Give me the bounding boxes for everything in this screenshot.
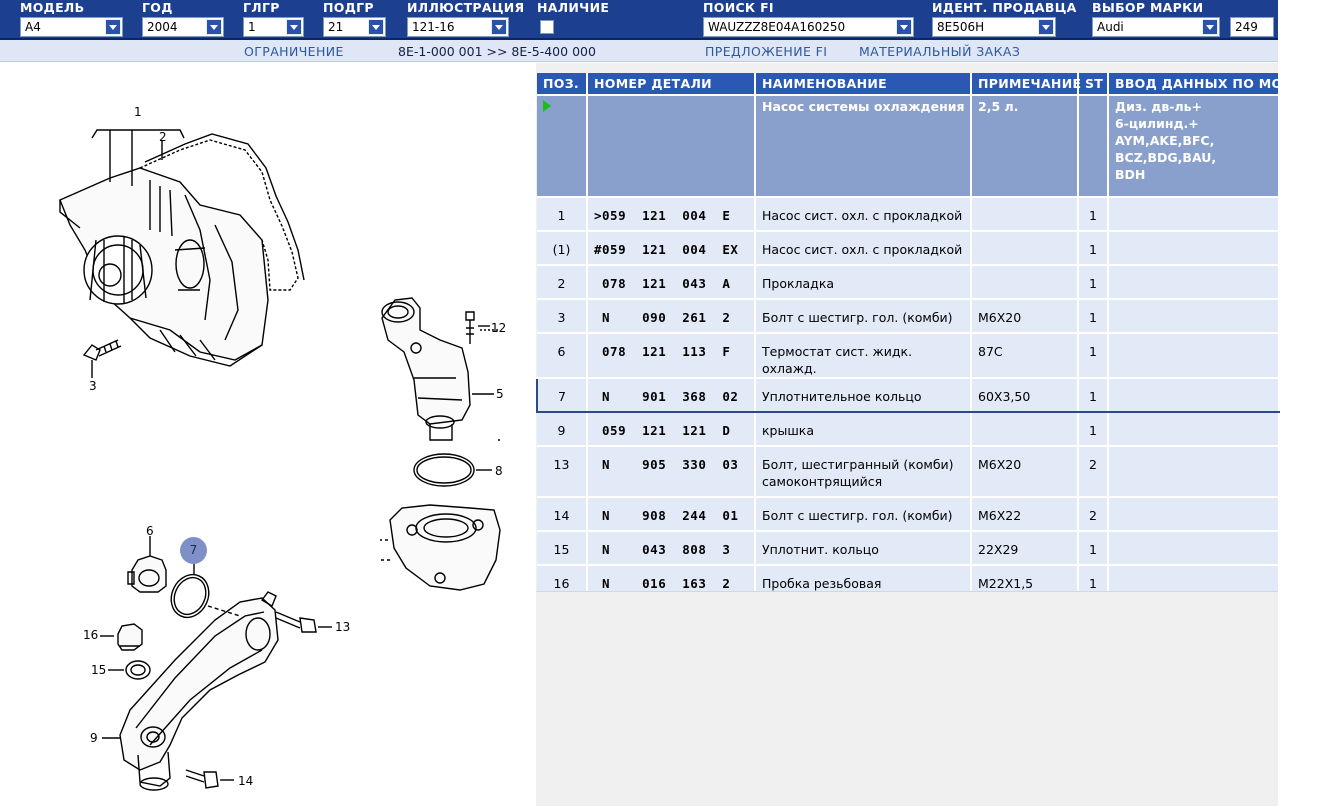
- sub-group-value: 21: [328, 20, 344, 34]
- callout-9[interactable]: 9: [90, 731, 98, 745]
- row-name: Пробка резьбовая: [755, 565, 971, 599]
- table-row[interactable]: [537, 265, 1279, 299]
- row-data-entry: [1108, 265, 1279, 299]
- callout-13[interactable]: 13: [335, 620, 351, 634]
- row-data-entry: [1108, 446, 1279, 497]
- row-note: [971, 265, 1078, 299]
- table-row[interactable]: [537, 497, 1279, 531]
- cover-9-drawing: [102, 592, 278, 790]
- col-header-st[interactable]: ST: [1078, 73, 1108, 95]
- row-pos: 15: [537, 531, 587, 565]
- row-data-entry: [1108, 231, 1279, 265]
- group-data-line: BCZ,BDG,BAU,: [1115, 150, 1217, 165]
- row-data-entry: [1108, 197, 1279, 231]
- col-header-name[interactable]: НАИМЕНОВАНИЕ: [755, 73, 971, 95]
- illustration-value: 121-16: [412, 20, 455, 34]
- col-header-part-number[interactable]: НОМЕР ДЕТАЛИ: [587, 73, 755, 95]
- row-pos: 9: [537, 412, 587, 446]
- table-row[interactable]: [537, 333, 1279, 378]
- search-fi-label: ПОИСК FI: [703, 0, 774, 15]
- row-data-entry: [1108, 412, 1279, 446]
- material-order-link[interactable]: МАТЕРИАЛЬНЫЙ ЗАКАЗ: [859, 44, 1021, 59]
- row-st: 2: [1078, 497, 1108, 531]
- group-data-line: AYM,AKE,BFC,: [1115, 133, 1215, 148]
- seller-id-value: 8E506H: [937, 20, 985, 34]
- table-row[interactable]: [537, 531, 1279, 565]
- group-data-line: BDH: [1115, 167, 1146, 182]
- group-marker-cell: [537, 95, 587, 197]
- sub-group-label: ПОДГР: [323, 0, 374, 15]
- row-pos: 3: [537, 299, 587, 333]
- row-part-number: 059 121 121 D: [587, 412, 755, 446]
- row-name: Уплотнительное кольцо: [755, 378, 971, 412]
- row-name: Болт с шестигр. гол. (комби): [755, 497, 971, 531]
- offer-fi-link[interactable]: ПРЕДЛОЖЕНИЕ FI: [705, 44, 828, 59]
- row-name: Насос сист. охл. с прокладкой: [755, 231, 971, 265]
- play-arrow-icon: [543, 100, 551, 112]
- row-st: 2: [1078, 446, 1108, 497]
- callout-14[interactable]: 14: [238, 774, 254, 788]
- row-part-number: >059 121 004 E: [587, 197, 755, 231]
- group-data-entry: [1108, 95, 1279, 197]
- search-fi-select[interactable]: [703, 17, 914, 37]
- table-row[interactable]: [537, 412, 1279, 446]
- row-st: 1: [1078, 378, 1108, 412]
- group-st: [1078, 95, 1108, 197]
- brand-value: Audi: [1097, 20, 1124, 34]
- row-pos: (1): [537, 231, 587, 265]
- callout-2[interactable]: 2: [159, 130, 167, 144]
- group-name: Насос системы охлаждения: [755, 95, 971, 197]
- group-data-line: Диз. дв-ль+: [1115, 99, 1202, 114]
- row-part-number: N 090 261 2: [587, 299, 755, 333]
- row-note: 60X3,50: [971, 378, 1078, 412]
- row-data-entry: [1108, 378, 1279, 412]
- parts-illustration: [0, 63, 536, 806]
- row-name: Насос сист. охл. с прокладкой: [755, 197, 971, 231]
- model-select[interactable]: [20, 17, 123, 37]
- illustration-label: ИЛЛЮСТРАЦИЯ: [407, 0, 525, 15]
- callout-16[interactable]: 16: [83, 628, 99, 642]
- row-part-number: #059 121 004 EX: [587, 231, 755, 265]
- row-pos: 14: [537, 497, 587, 531]
- row-st: 1: [1078, 531, 1108, 565]
- row-data-entry: [1108, 299, 1279, 333]
- row-part-number: N 905 330 03: [587, 446, 755, 497]
- row-name: крышка: [755, 412, 971, 446]
- table-row[interactable]: [537, 197, 1279, 231]
- brand-select[interactable]: [1092, 17, 1220, 37]
- row-data-entry: [1108, 531, 1279, 565]
- row-part-number: 078 121 043 A: [587, 265, 755, 299]
- chevron-down-icon[interactable]: [896, 19, 912, 35]
- seal-15-drawing: [108, 661, 150, 679]
- o-ring-8-drawing: [414, 454, 492, 486]
- chevron-down-icon[interactable]: [1038, 19, 1054, 35]
- row-name: Прокладка: [755, 265, 971, 299]
- table-row[interactable]: [537, 231, 1279, 265]
- callout-6[interactable]: 6: [146, 524, 154, 538]
- year-value: 2004: [147, 20, 178, 34]
- callout-15[interactable]: 15: [91, 663, 107, 677]
- main-group-value: 1: [248, 20, 256, 34]
- row-note: [971, 412, 1078, 446]
- plug-16-drawing: [100, 624, 142, 650]
- row-part-number: N 043 808 3: [587, 531, 755, 565]
- counter-box: [1230, 17, 1274, 37]
- availability-checkbox[interactable]: [540, 20, 554, 34]
- row-data-entry: [1108, 497, 1279, 531]
- row-st: 1: [1078, 412, 1108, 446]
- row-pos: 2: [537, 265, 587, 299]
- exploded-diagram: [0, 63, 536, 806]
- col-header-data-entry[interactable]: ВВОД ДАННЫХ ПО МОДЕЛЯМ: [1108, 73, 1279, 95]
- row-note: [971, 197, 1078, 231]
- row-st: 1: [1078, 265, 1108, 299]
- thermostat-housing-drawing: [382, 298, 494, 440]
- row-part-number: N 908 244 01: [587, 497, 755, 531]
- seller-id-label: ИДЕНТ. ПРОДАВЦА: [932, 0, 1077, 15]
- callout-3[interactable]: 3: [89, 379, 97, 393]
- row-pos: 7: [537, 378, 587, 412]
- main-group-label: ГЛГР: [243, 0, 280, 15]
- search-fi-value: WAUZZZ8E04A160250: [708, 20, 846, 34]
- chevron-down-icon[interactable]: [206, 19, 222, 35]
- row-pos: 16: [537, 565, 587, 599]
- sub-group-select[interactable]: [323, 17, 386, 37]
- row-st: 1: [1078, 299, 1108, 333]
- year-label: ГОД: [142, 0, 173, 15]
- row-note: 22X29: [971, 531, 1078, 565]
- row-note: [971, 231, 1078, 265]
- col-header-note[interactable]: ПРИМЕЧАНИЕ: [971, 73, 1078, 95]
- col-header-pos[interactable]: ПОЗ.: [537, 73, 587, 95]
- group-data-line: 6-цилинд.+: [1115, 116, 1199, 131]
- callout-1[interactable]: 1: [134, 105, 142, 119]
- parts-table-panel: [536, 63, 1336, 806]
- chevron-down-icon[interactable]: [286, 19, 302, 35]
- row-part-number: N 901 368 02: [587, 378, 755, 412]
- row-st: 1: [1078, 197, 1108, 231]
- row-note: M6X20: [971, 299, 1078, 333]
- table-header-row: [537, 73, 1279, 95]
- group-row[interactable]: [537, 95, 1279, 197]
- callout-8[interactable]: 8: [495, 464, 503, 478]
- row-st: 1: [1078, 333, 1108, 378]
- restriction-link[interactable]: ОГРАНИЧЕНИЕ: [244, 44, 344, 59]
- row-st: 1: [1078, 565, 1108, 599]
- row-pos: 13: [537, 446, 587, 497]
- row-data-entry: [1108, 333, 1279, 378]
- bolt-13-drawing: [276, 612, 332, 632]
- row-note: M22X1,5: [971, 565, 1078, 599]
- row-note: M6X22: [971, 497, 1078, 531]
- callout-7-highlighted[interactable]: 7: [180, 537, 207, 564]
- row-name: Болт с шестигр. гол. (комби): [755, 299, 971, 333]
- row-part-number: 078 121 113 F: [587, 333, 755, 378]
- year-select[interactable]: [142, 17, 224, 37]
- brand-label: ВЫБОР МАРКИ: [1092, 0, 1204, 15]
- chevron-down-icon[interactable]: [105, 19, 121, 35]
- availability-label: НАЛИЧИЕ: [537, 0, 610, 15]
- row-name: Болт, шестигранный (комби) самоконтрящийся: [755, 446, 971, 497]
- row-note: 87C: [971, 333, 1078, 378]
- model-label: МОДЕЛЬ: [20, 0, 85, 15]
- chevron-down-icon[interactable]: [1202, 19, 1218, 35]
- row-part-number: N 016 163 2: [587, 565, 755, 599]
- bolt-3-drawing: [84, 340, 121, 378]
- illustration-select[interactable]: [407, 17, 509, 37]
- water-pump-drawing: [60, 130, 304, 366]
- chevron-down-icon[interactable]: [368, 19, 384, 35]
- table-empty-area: [536, 591, 1278, 806]
- seller-id-select[interactable]: [932, 17, 1056, 37]
- callout-12[interactable]: 12: [491, 321, 507, 335]
- table-row[interactable]: [537, 378, 1279, 412]
- restriction-range: 8E-1-000 001 >> 8E-5-400 000: [398, 44, 596, 59]
- thermostat-6-drawing: [128, 536, 166, 592]
- row-st: 1: [1078, 231, 1108, 265]
- main-group-select[interactable]: [243, 17, 304, 37]
- engine-flange-drawing: [380, 505, 500, 590]
- chevron-down-icon[interactable]: [491, 19, 507, 35]
- counter-value: 249: [1235, 20, 1258, 34]
- callout-5[interactable]: 5: [496, 387, 504, 401]
- row-pos: 6: [537, 333, 587, 378]
- model-value: A4: [25, 20, 41, 34]
- row-note: M6X20: [971, 446, 1078, 497]
- group-part-number-cell: [587, 95, 755, 197]
- row-name: Уплотнит. кольцо: [755, 531, 971, 565]
- group-note: 2,5 л.: [971, 95, 1078, 197]
- bolt-14-drawing: [186, 770, 234, 788]
- parts-table: [536, 73, 1336, 600]
- filter-bar: [0, 0, 1278, 40]
- sub-header: [0, 40, 1278, 62]
- row-name: Термостат сист. жидк. охлажд.: [755, 333, 971, 378]
- table-row[interactable]: [537, 299, 1279, 333]
- row-pos: 1: [537, 197, 587, 231]
- table-row[interactable]: [537, 446, 1279, 497]
